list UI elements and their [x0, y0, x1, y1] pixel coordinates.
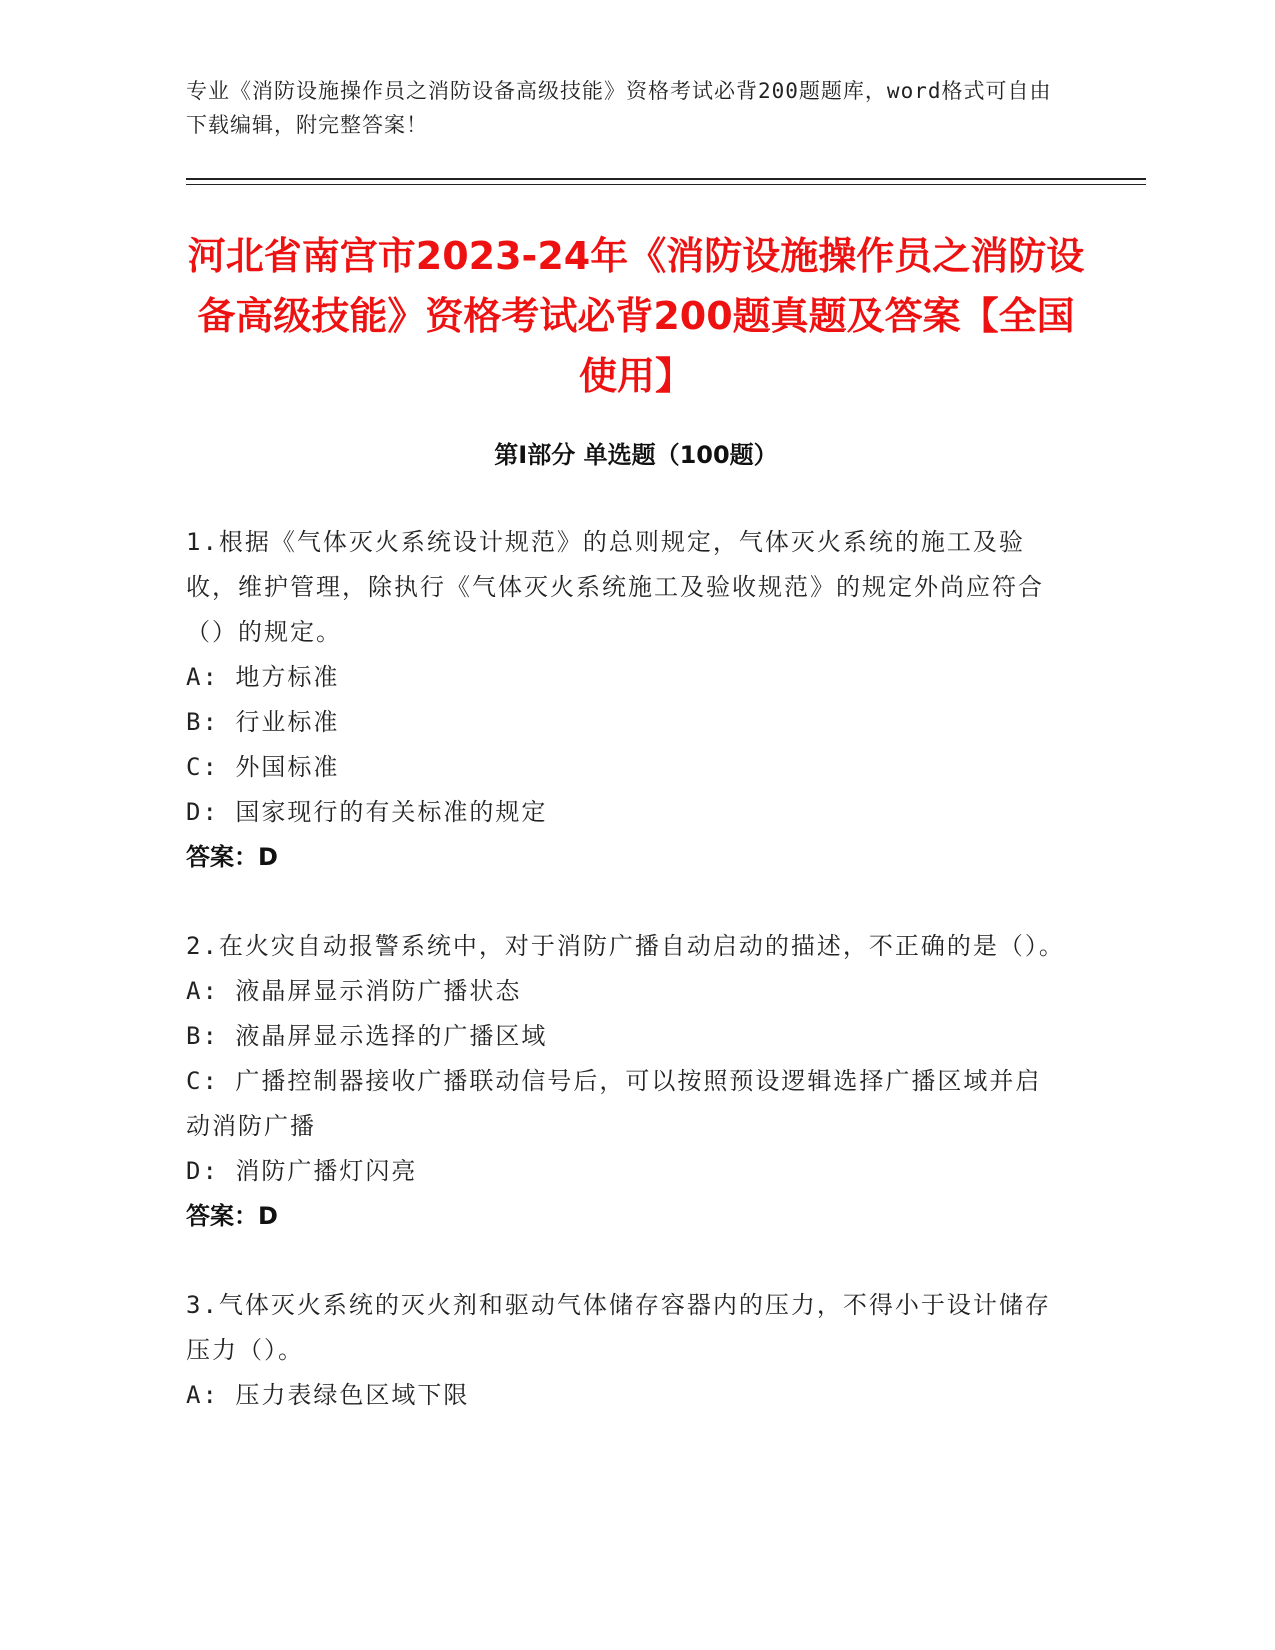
question-stem: 1.根据《气体灭火系统设计规范》的总则规定，气体灭火系统的施工及验收，维护管理，除执行《气体灭火系统施工及验收规范》的规定外尚应符合（）的规定。: [186, 528, 1044, 646]
option-d: D: 消防广播灯闪亮: [186, 1157, 418, 1185]
answer: 答案：D: [186, 1202, 278, 1230]
header-divider-thin: [186, 184, 1146, 185]
question-stem: 2.在火灾自动报警系统中，对于消防广播自动启动的描述，不正确的是（）。: [186, 932, 1065, 960]
question-1: [186, 520, 1066, 880]
header-divider-thick: [186, 178, 1146, 180]
option-d: D: 国家现行的有关标准的规定: [186, 798, 548, 826]
option-a: A: 地方标准: [186, 663, 340, 691]
option-a: A: 液晶屏显示消防广播状态: [186, 977, 522, 1005]
answer: 答案：D: [186, 843, 278, 871]
question-list: [186, 520, 1066, 1462]
question-2: [186, 924, 1066, 1239]
option-c: C: 外国标准: [186, 753, 340, 781]
question-stem: 3.气体灭火系统的灭火剂和驱动气体储存容器内的压力，不得小于设计储存压力（）。: [186, 1291, 1051, 1364]
question-3: [186, 1283, 1066, 1418]
document-title: 河北省南宫市2023-24年《消防设施操作员之消防设备高级技能》资格考试必背200题真题及答案【全国使用】: [187, 234, 1085, 398]
option-a: A: 压力表绿色区域下限: [186, 1381, 470, 1409]
section-title: 第I部分 单选题（100题）: [494, 441, 778, 469]
header-note: 专业《消防设施操作员之消防设备高级技能》资格考试必背200题题库，word格式可自由下载编辑，附完整答案！: [186, 79, 1052, 137]
option-b: B: 液晶屏显示选择的广播区域: [186, 1022, 548, 1050]
option-c: C: 广播控制器接收广播联动信号后，可以按照预设逻辑选择广播区域并启动消防广播: [186, 1067, 1042, 1140]
option-b: B: 行业标准: [186, 708, 340, 736]
